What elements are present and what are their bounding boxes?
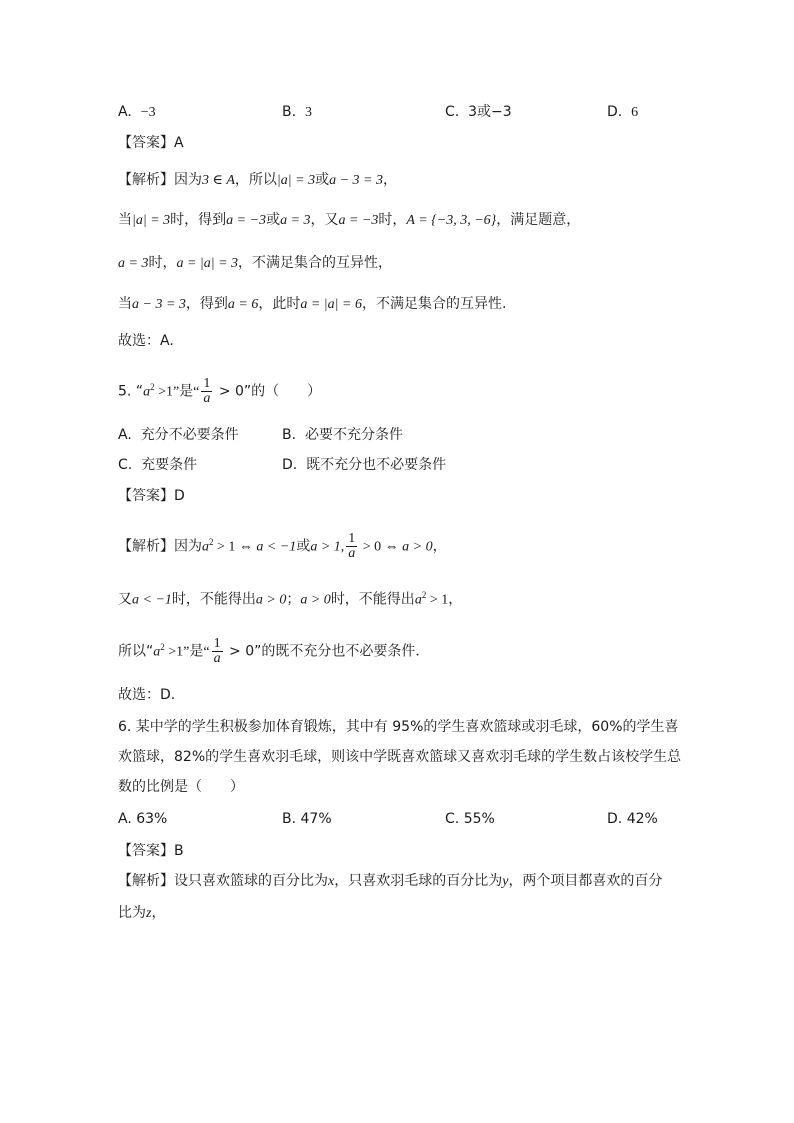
q6-answer: 【答案】B: [118, 843, 184, 859]
q6-analysis-line-1: 【解析】设只喜欢篮球的百分比为x，只喜欢羽毛球的百分比为y，两个项目都喜欢的百分: [118, 873, 663, 889]
q5-option-a: A. 充分不必要条件: [118, 427, 239, 443]
q5-analysis-line-2: 又a < −1时，不能得出a > 0；a > 0时，不能得出$a^2 > 1$，: [118, 590, 463, 608]
q6-option-c: C. 55%: [445, 811, 495, 827]
q6-option-d: D. 42%: [607, 811, 658, 827]
q4-option-b: B. 3: [282, 104, 312, 120]
q6-option-a: A. 63%: [118, 811, 168, 827]
q4-answer: 【答案】A: [118, 135, 184, 151]
q5-analysis-line-1: 【解析】因为$a^2 > 1$ ⇔ a < −1或a > 1, $\frac{1}{a}$ > 0 ⇔ a > 0，: [118, 531, 447, 562]
q6-stem-line-1: 6. 某中学的学生积极参加体育锻炼，其中有 95%的学生喜欢篮球或羽毛球，60%的学生喜: [118, 719, 679, 735]
q4-conclusion: 故选：A.: [118, 333, 174, 349]
q4-analysis-line-1: 【解析】因为3 ∈ A，所以|a| = 3或a − 3 = 3，: [118, 172, 397, 188]
q5-option-c: C. 充要条件: [118, 457, 198, 473]
q5-answer: 【答案】D: [118, 488, 185, 504]
q4-analysis-line-2: 当|a| = 3时，得到a = −3或a = 3，又a = −3时，A = {−3, 3, −6}，满足题意，: [118, 212, 581, 228]
q5-option-b: B. 必要不充分条件: [282, 427, 403, 443]
q6-stem-line-3: 数的比例是（ ）: [118, 779, 244, 795]
q4-analysis-line-4: 当a − 3 = 3，得到a = 6，此时a = |a| = 6，不满足集合的互异性.: [118, 296, 507, 312]
q5-stem: 5. “$a^2 >1$”是“ $\frac{1}{a}$ > 0”的（ ）: [118, 376, 322, 407]
q4-analysis-line-3: a = 3时，a = |a| = 3，不满足集合的互异性，: [118, 255, 393, 271]
q5-option-d: D. 既不充分也不必要条件: [282, 457, 447, 473]
q5-analysis-fraction: $\frac{1}{a}$: [348, 531, 356, 562]
q5-stem-fraction: $\frac{1}{a}$: [203, 376, 211, 407]
q4-option-d: D. 6: [607, 104, 639, 120]
q4-option-a: A. −3: [118, 104, 156, 120]
q5-conclusion-fraction: $\frac{1}{a}$: [213, 636, 221, 667]
q6-option-b: B. 47%: [282, 811, 332, 827]
q4-option-c: C. 3或−3: [445, 104, 512, 120]
q6-stem-line-2: 欢篮球，82%的学生喜欢羽毛球，则该中学既喜欢篮球又喜欢羽毛球的学生数占该校学生总: [118, 749, 682, 765]
q5-conclusion: 故选：D.: [118, 687, 176, 703]
q5-analysis-line-3: 所以“$a^2 >1$”是“ $\frac{1}{a}$ > 0”的既不充分也不必要条件．: [118, 636, 430, 667]
q6-analysis-line-2: 比为z，: [118, 905, 166, 921]
